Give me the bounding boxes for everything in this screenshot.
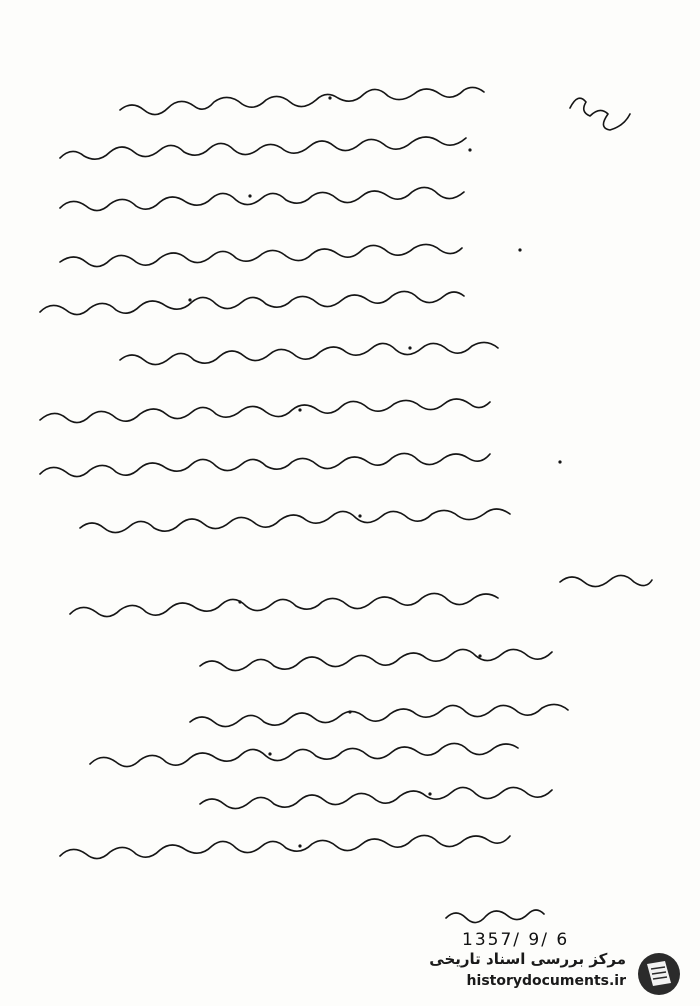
watermark-url: historydocuments.ir [466, 973, 626, 989]
signature [440, 900, 560, 930]
document-date: 1357/ 9/ 6 [462, 930, 570, 950]
watermark [420, 948, 692, 1000]
archive-logo-icon [634, 950, 684, 998]
watermark-title: مرکز بررسی اسناد تاریخی [429, 950, 626, 968]
